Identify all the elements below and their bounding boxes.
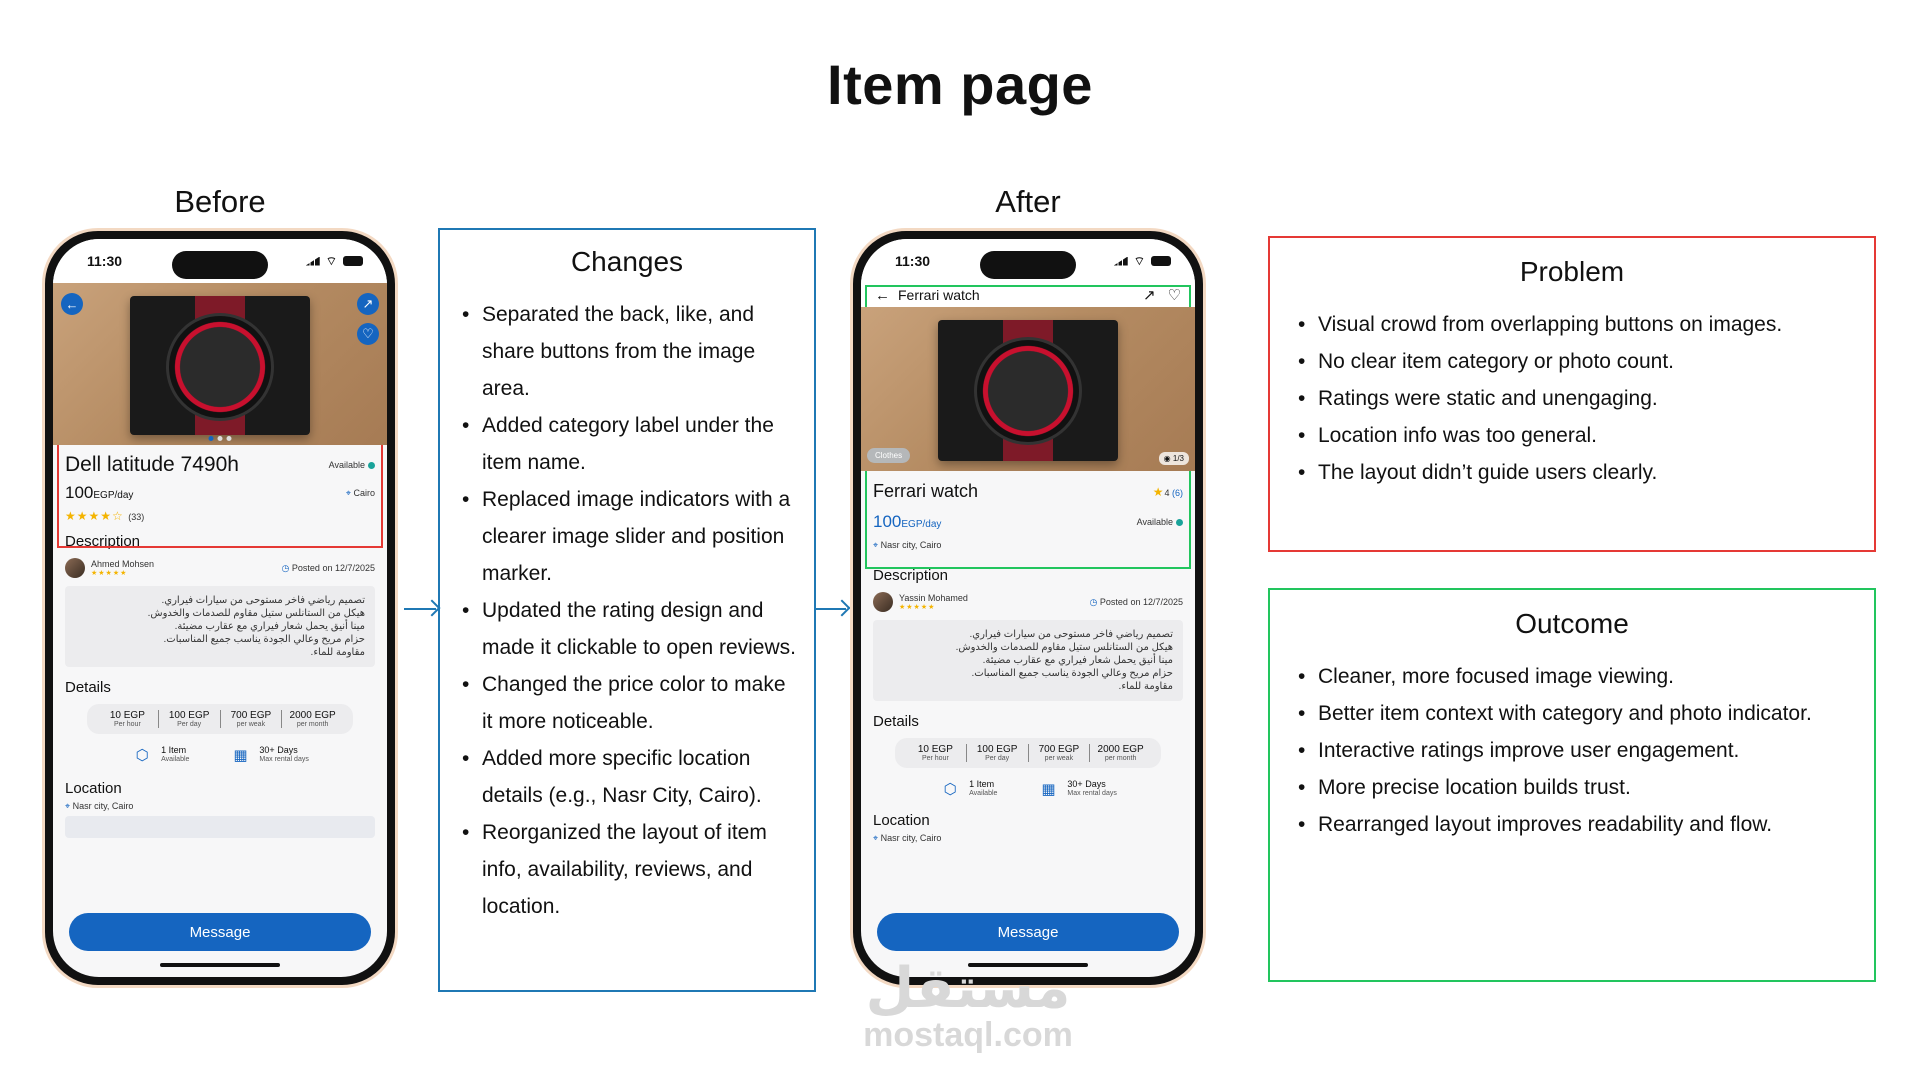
price-tier: 100 EGP Per day (967, 744, 1029, 762)
after-phone (850, 228, 1206, 988)
price-tier: 10 EGP Per hour (97, 710, 159, 728)
clock-icon: ◷ (1089, 596, 1098, 607)
wifi-icon: ⌔ (1133, 253, 1145, 268)
changes-heading: Changes (570, 246, 684, 277)
header-title: Ferrari watch (898, 287, 980, 303)
description-heading: Description (65, 533, 141, 550)
changes-item: • Added category label under the item name. (458, 407, 796, 481)
description-text: تصميم رياضي فاخر مستوحى من سيارات فيراري. هيكل من الستانلس ستيل مقاوم للصدمات والخدوش. مينا أنيق يحمل شعار فيراري مع عقارب مضيئة. حزام مريح وعالي الجودة يناسب جميع المناسبات. مقاومة للماء. (65, 586, 375, 667)
calendar-icon: ▦ (1041, 781, 1056, 798)
clock-icon: ◷ (281, 562, 290, 573)
description-heading: Description (873, 567, 949, 584)
rating-button[interactable]: ★4 (6) (1152, 484, 1183, 499)
watch-box-image (938, 320, 1118, 461)
item-photo[interactable] (53, 283, 387, 445)
status-time: 11:30 (895, 253, 931, 269)
changes-box (438, 228, 816, 992)
home-indicator (160, 963, 280, 967)
calendar-icon: ▦ (233, 747, 248, 764)
price-tier: 2000 EGP per month (1097, 744, 1144, 762)
location-pin-icon: ⌖ (345, 487, 351, 498)
outcome-item: • Better item context with category and photo indicator. (1294, 695, 1850, 732)
before-phone (42, 228, 398, 988)
availability-text: Available (328, 460, 365, 470)
rating-stars: ★★★★☆ (65, 509, 124, 523)
cubes-icon: ⬡ (943, 781, 957, 798)
cubes-icon: ⬡ (135, 747, 149, 764)
outcome-heading: Outcome (1515, 608, 1629, 639)
problem-item: • Ratings were static and unengaging. (1294, 380, 1850, 417)
battery-icon (343, 256, 363, 266)
status-time: 11:30 (87, 253, 123, 269)
category-chip[interactable]: Clothes (867, 448, 910, 463)
item-name: Ferrari watch (873, 481, 979, 501)
back-arrow-icon[interactable]: ← (875, 286, 890, 304)
posted-date: Posted on 12/7/2025 (291, 562, 375, 573)
details-heading: Details (65, 679, 111, 696)
after-label: After (995, 184, 1061, 219)
price-tier: 100 EGP Per day (159, 710, 221, 728)
watermark-logo: مستقل mostaql.com (863, 956, 1073, 1054)
problem-item: • Visual crowd from overlapping buttons on images. (1294, 306, 1850, 343)
dynamic-island (172, 251, 268, 279)
share-icon[interactable]: ↗ (1142, 287, 1156, 304)
price-tier: 700 EGP per weak (1029, 744, 1091, 762)
posted-date: Posted on 12/7/2025 (1099, 596, 1183, 607)
price-tiers (87, 704, 353, 734)
before-label: Before (174, 184, 266, 219)
outcome-item: • Interactive ratings improve user engagement. (1294, 732, 1850, 769)
location-short: Nasr city, Cairo (880, 540, 942, 550)
wifi-icon: ⌔ (325, 253, 337, 268)
arrow-in-icon (404, 608, 436, 610)
problem-box (1268, 236, 1876, 552)
share-icon[interactable]: ↗ (357, 293, 379, 315)
owner-name: Yassin Mohamed (899, 593, 968, 603)
outcome-item: • Cleaner, more focused image viewing. (1294, 658, 1850, 695)
details-heading: Details (873, 713, 919, 730)
price-tier: 2000 EGP per month (289, 710, 336, 728)
item-name: Dell latitude 7490h (65, 453, 239, 476)
changes-item: • Reorganized the layout of item info, availability, reviews, and location. (458, 814, 796, 925)
location-pin-icon: ⌖ (65, 801, 71, 811)
avatar[interactable] (65, 558, 85, 578)
outcome-item: • More precise location builds trust. (1294, 769, 1850, 806)
heart-icon[interactable]: ♡ (1167, 287, 1181, 304)
photo-count: 1/3 (1172, 454, 1184, 463)
before-screen: 11:30 ⌔ ← ↗ ♡ Dell latitude 7490h Available 100EGP/day ⌖ Cairo ★★★★☆ (33) Description Ahmed Mohsen ★★★★★ ◷ Posted on 12/7/2025 تصميم رياضي فاخر مستوحى من سيارات فيراري. هيكل من الستانلس ستيل مقاوم للصدمات والخدوش. مينا أنيق يحمل شعار فيراري مع عقارب مضيئة. حزام مريح وعالي الجودة يناسب جميع المناسبات. مقاومة للماء. Details 10 EGP Per hour 100 EGP Per day 700 EGP per weak 2000 EGP per month ⬡ 1 Item Available ▦ 30+ Days Max rental days Location ⌖ Nasr city, Cairo Message (53, 239, 387, 977)
changes-item: • Updated the rating design and made it clickable to open reviews. (458, 592, 796, 666)
location-heading: Location (65, 780, 122, 797)
signal-icon (306, 257, 320, 266)
message-button[interactable]: Message (877, 913, 1179, 951)
price: 100EGP/day (65, 483, 134, 502)
image-indicator-dots (209, 436, 232, 441)
page-title: Item page (827, 53, 1093, 116)
owner-stars: ★★★★★ (899, 604, 936, 611)
problem-item: • Location info was too general. (1294, 417, 1850, 454)
outcome-item: • Rearranged layout improves readability and flow. (1294, 806, 1850, 843)
changes-item: • Changed the price color to make it more noticeable. (458, 666, 796, 740)
changes-item: • Added more specific location details (e.g., Nasr City, Cairo). (458, 740, 796, 814)
location-short: Cairo (353, 487, 375, 498)
price: 100EGP/day (873, 512, 942, 531)
owner-stars: ★★★★★ (91, 570, 128, 577)
star-icon: ★ (1152, 484, 1165, 499)
signal-icon (1114, 257, 1128, 266)
avatar[interactable] (873, 592, 893, 612)
problem-heading: Problem (1519, 256, 1625, 287)
battery-icon (1151, 256, 1171, 266)
outcome-box (1268, 588, 1876, 982)
changes-item: • Separated the back, like, and share buttons from the image area. (458, 296, 796, 407)
arrow-out-icon (816, 608, 846, 610)
message-button[interactable]: Message (69, 913, 371, 951)
watch-face (974, 337, 1082, 445)
dynamic-island (980, 251, 1076, 279)
rating-count: (33) (128, 512, 145, 522)
price-tier: 10 EGP Per hour (905, 744, 967, 762)
watch-face (166, 313, 274, 421)
location-text: Nasr city, Cairo (880, 833, 942, 843)
description-text: تصميم رياضي فاخر مستوحى من سيارات فيراري. هيكل من الستانلس ستيل مقاوم للصدمات والخدوش. مينا أنيق يحمل شعار فيراري مع عقارب مضيئة. حزام مريح وعالي الجودة يناسب جميع المناسبات. مقاومة للماء. (873, 620, 1183, 701)
owner-name: Ahmed Mohsen (91, 559, 155, 569)
heart-icon[interactable]: ♡ (357, 323, 379, 345)
back-arrow-icon[interactable]: ← (61, 293, 83, 315)
problem-item: • No clear item category or photo count. (1294, 343, 1850, 380)
after-screen: 11:30 ⌔ ← Ferrari watch ↗ ♡ Clothes ◉ 1/3 Ferrari watch ★4 (6) 100EGP/day Available ⌖ Nasr city, Cairo Description Yassin Mohamed ★★★★★ ◷ Posted on 12/7/2025 تصميم رياضي فاخر مستوحى من سيارات فيراري. هيكل من الستانلس ستيل مقاوم للصدمات والخدوش. مينا أنيق يحمل شعار فيراري مع عقارب مضيئة. حزام مريح وعالي الجودة يناسب جميع المناسبات. مقاومة للماء. Details 10 EGP Per hour 100 EGP Per day 700 EGP per weak 2000 EGP per month ⬡ 1 Item Available ▦ 30+ Days Max rental days Location ⌖ Nasr city, Cairo Message (861, 239, 1195, 977)
camera-icon: ◉ (1163, 454, 1171, 463)
map-preview[interactable] (65, 816, 375, 838)
availability-text: Available (1136, 517, 1173, 527)
location-text: Nasr city, Cairo (72, 801, 134, 811)
item-photo[interactable] (861, 307, 1195, 471)
problem-item: • The layout didn’t guide users clearly. (1294, 454, 1850, 491)
location-pin-icon: ⌖ (873, 540, 879, 550)
watch-box-image (130, 296, 310, 435)
price-tier: 700 EGP per weak (221, 710, 283, 728)
location-pin-icon: ⌖ (873, 833, 879, 843)
location-heading: Location (873, 812, 930, 829)
changes-item: • Replaced image indicators with a clearer image slider and position marker. (458, 481, 796, 592)
price-tiers (895, 738, 1161, 768)
